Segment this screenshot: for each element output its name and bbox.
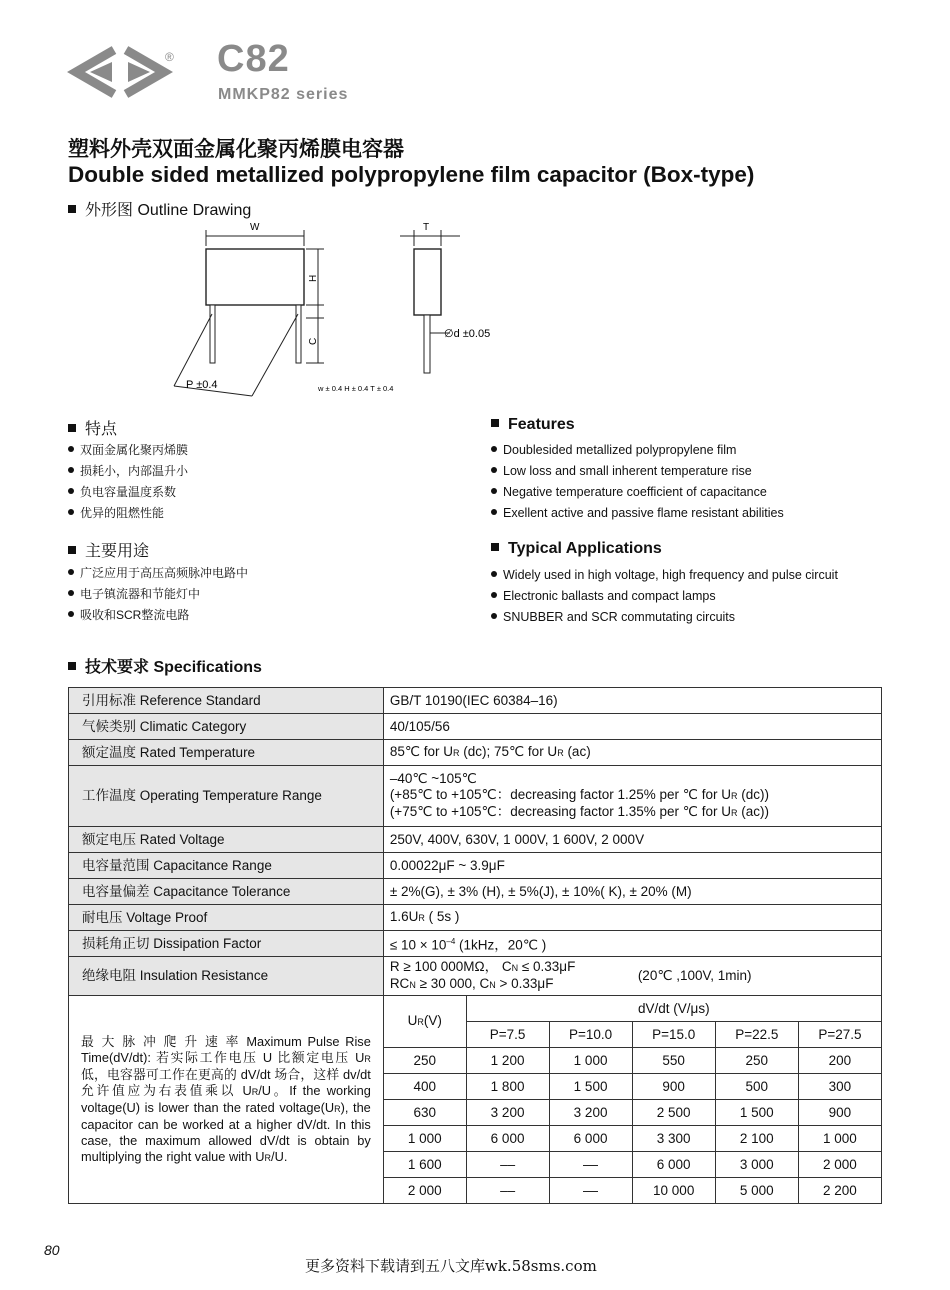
- registered-mark: ®: [165, 50, 174, 64]
- spec-label: 工作温度 Operating Temperature Range: [69, 766, 384, 827]
- apps-en-heading: Typical Applications: [491, 540, 662, 558]
- dvdt-cell: 1 800: [466, 1074, 549, 1100]
- ur-cell: 400: [383, 1074, 466, 1100]
- dvdt-cell: 1 000: [549, 1048, 632, 1074]
- dvdt-cell: 300: [798, 1074, 881, 1100]
- features-cn-heading: 特点: [68, 416, 117, 439]
- specs-table: [68, 687, 882, 1204]
- dvdt-cell: 3 200: [549, 1100, 632, 1126]
- table-row: [69, 740, 882, 766]
- list-item: 广泛应用于高压高频脉冲电路中: [68, 563, 248, 584]
- dvdt-cell: 3 000: [715, 1152, 798, 1178]
- dvdt-cell: ––: [549, 1152, 632, 1178]
- table-row: [69, 766, 882, 827]
- dvdt-cell: 200: [798, 1048, 881, 1074]
- features-en-list: [491, 440, 784, 524]
- list-item: Doublesided metallized polypropylene film: [491, 440, 784, 461]
- table-row: [69, 957, 882, 996]
- dvdt-cell: 3 300: [632, 1126, 715, 1152]
- dvdt-cell: 2 000: [798, 1152, 881, 1178]
- table-row: [69, 853, 882, 879]
- spec-label: 耐电压 Voltage Proof: [69, 905, 384, 931]
- list-item: 损耗小，内部温升小: [68, 461, 188, 482]
- spec-label: 绝缘电阻 Insulation Resistance: [69, 957, 384, 996]
- spec-value: 1.6UR ( 5s ): [383, 905, 881, 931]
- dvdt-cell: 1 500: [715, 1100, 798, 1126]
- model-name: C82: [217, 38, 290, 80]
- label-h: H: [308, 274, 319, 282]
- dvdt-cell: 10 000: [632, 1178, 715, 1204]
- pitch-header: P=22.5: [715, 1022, 798, 1048]
- features-en-heading: Features: [491, 416, 575, 434]
- dvdt-cell: 250: [715, 1048, 798, 1074]
- list-item: Low loss and small inherent temperature rise: [491, 461, 784, 482]
- page-number: 80: [44, 1242, 60, 1258]
- apps-cn-list: [68, 563, 248, 626]
- spec-label: 引用标准 Reference Standard: [69, 688, 384, 714]
- dvdt-cell: ––: [466, 1178, 549, 1204]
- pulse-description: 最 大 脉 冲 爬 升 速 率 Maximum Pulse Rise Time(dV/dt): 若实际工作电压 U 比额定电压 UR 低，电容器可工作在更高的 dV/dt 场合，这样 dv/dt 允许值应为右表值乘以 UR/U。If the working voltage(U) is lower than the rated voltage(UR), the capacitor can be worked at a higher dV/dt. In this case, the maximum allowed dV/dt is obtain by multiplying the right value with UR/U.: [69, 996, 384, 1204]
- pitch-header: P=27.5: [798, 1022, 881, 1048]
- table-row: [69, 827, 882, 853]
- list-item: 负电容量温度系数: [68, 482, 188, 503]
- dvdt-cell: 900: [632, 1074, 715, 1100]
- ur-cell: 630: [383, 1100, 466, 1126]
- dvdt-cell: 5 000: [715, 1178, 798, 1204]
- spec-value: 0.00022μF ~ 3.9μF: [383, 853, 881, 879]
- label-tolerances: w ± 0.4 H ± 0.4 T ± 0.4: [318, 384, 394, 393]
- dvdt-header: dV/dt (V/μs): [466, 996, 881, 1022]
- dvdt-cell: 6 000: [549, 1126, 632, 1152]
- list-item: Negative temperature coefficient of capacitance: [491, 482, 784, 503]
- features-cn-list: [68, 440, 188, 524]
- list-item: 双面金属化聚丙烯膜: [68, 440, 188, 461]
- dvdt-cell: 6 000: [632, 1152, 715, 1178]
- list-item: 吸收和SCR整流电路: [68, 605, 248, 626]
- spec-label: 损耗角正切 Dissipation Factor: [69, 931, 384, 957]
- spec-value: GB/T 10190(IEC 60384–16): [383, 688, 881, 714]
- spec-value: –40℃ ~105℃ (+85℃ to +105℃：decreasing factor 1.25% per ℃ for UR (dc)) (+75℃ to +105℃：decreasing factor 1.35% per ℃ for UR (ac)): [383, 766, 881, 827]
- pitch-header: P=15.0: [632, 1022, 715, 1048]
- dvdt-cell: 500: [715, 1074, 798, 1100]
- dvdt-cell: 1 000: [798, 1126, 881, 1152]
- spec-value: R ≥ 100 000MΩ， CN ≤ 0.33μF RCN ≥ 30 000, CN > 0.33μF (20℃ ,100V, 1min): [383, 957, 881, 996]
- label-lead: ∅d ±0.05: [444, 328, 491, 340]
- series-name: MMKP82 series: [218, 86, 349, 103]
- list-item: Electronic ballasts and compact lamps: [491, 586, 838, 607]
- list-item: SNUBBER and SCR commutating circuits: [491, 607, 838, 628]
- dvdt-cell: 1 200: [466, 1048, 549, 1074]
- dvdt-cell: 3 200: [466, 1100, 549, 1126]
- dvdt-cell: 1 500: [549, 1074, 632, 1100]
- spec-label: 电容量偏差 Capacitance Tolerance: [69, 879, 384, 905]
- table-row: [69, 688, 882, 714]
- table-row: [69, 931, 882, 957]
- label-pitch: P ±0.4: [186, 379, 218, 391]
- dvdt-cell: ––: [549, 1178, 632, 1204]
- table-row: [69, 905, 882, 931]
- spec-label: 额定电压 Rated Voltage: [69, 827, 384, 853]
- dvdt-cell: 2 100: [715, 1126, 798, 1152]
- dvdt-cell: 2 200: [798, 1178, 881, 1204]
- pitch-header: P=7.5: [466, 1022, 549, 1048]
- table-row: [69, 996, 882, 1022]
- footer-note: 更多资料下载请到五八文库wk.58sms.com: [305, 1257, 597, 1275]
- spec-value: 40/105/56: [383, 714, 881, 740]
- spec-label: 气候类别 Climatic Category: [69, 714, 384, 740]
- pitch-header: P=10.0: [549, 1022, 632, 1048]
- dvdt-cell: 550: [632, 1048, 715, 1074]
- list-item: Widely used in high voltage, high frequency and pulse circuit: [491, 565, 838, 586]
- outline-heading: 外形图 Outline Drawing: [68, 197, 251, 220]
- spec-value: ± 2%(G), ± 3% (H), ± 5%(J), ± 10%( K), ± 20% (M): [383, 879, 881, 905]
- specs-heading: 技术要求 Specifications: [68, 654, 262, 677]
- list-item: 优异的阻燃性能: [68, 503, 188, 524]
- dvdt-cell: 2 500: [632, 1100, 715, 1126]
- dvdt-cell: 900: [798, 1100, 881, 1126]
- spec-value: ≤ $10 \times 10^{-4}$ (1kHz，20℃ ): [383, 931, 881, 957]
- title-english: Double sided metallized polypropylene film capacitor (Box-type): [68, 162, 755, 187]
- table-row: [69, 879, 882, 905]
- spec-label: 电容量范围 Capacitance Range: [69, 853, 384, 879]
- table-row: [69, 714, 882, 740]
- label-t: T: [423, 222, 430, 233]
- dvdt-cell: 6 000: [466, 1126, 549, 1152]
- list-item: 电子镇流器和节能灯中: [68, 584, 248, 605]
- spec-label: 额定温度 Rated Temperature: [69, 740, 384, 766]
- apps-en-list: [491, 565, 838, 628]
- spec-value: 250V, 400V, 630V, 1 000V, 1 600V, 2 000V: [383, 827, 881, 853]
- title-chinese: 塑料外壳双面金属化聚丙烯膜电容器: [68, 137, 404, 161]
- outline-drawing: [160, 218, 520, 398]
- spec-value: 85℃ for UR (dc); 75℃ for UR (ac): [383, 740, 881, 766]
- ur-cell: 1 000: [383, 1126, 466, 1152]
- label-w: W: [250, 222, 260, 233]
- list-item: Exellent active and passive flame resistant abilities: [491, 503, 784, 524]
- dvdt-cell: ––: [466, 1152, 549, 1178]
- apps-cn-heading: 主要用途: [68, 538, 149, 561]
- ur-header: UR(V): [383, 996, 466, 1048]
- ur-cell: 2 000: [383, 1178, 466, 1204]
- label-c: C: [308, 337, 319, 345]
- ur-cell: 1 600: [383, 1152, 466, 1178]
- ur-cell: 250: [383, 1048, 466, 1074]
